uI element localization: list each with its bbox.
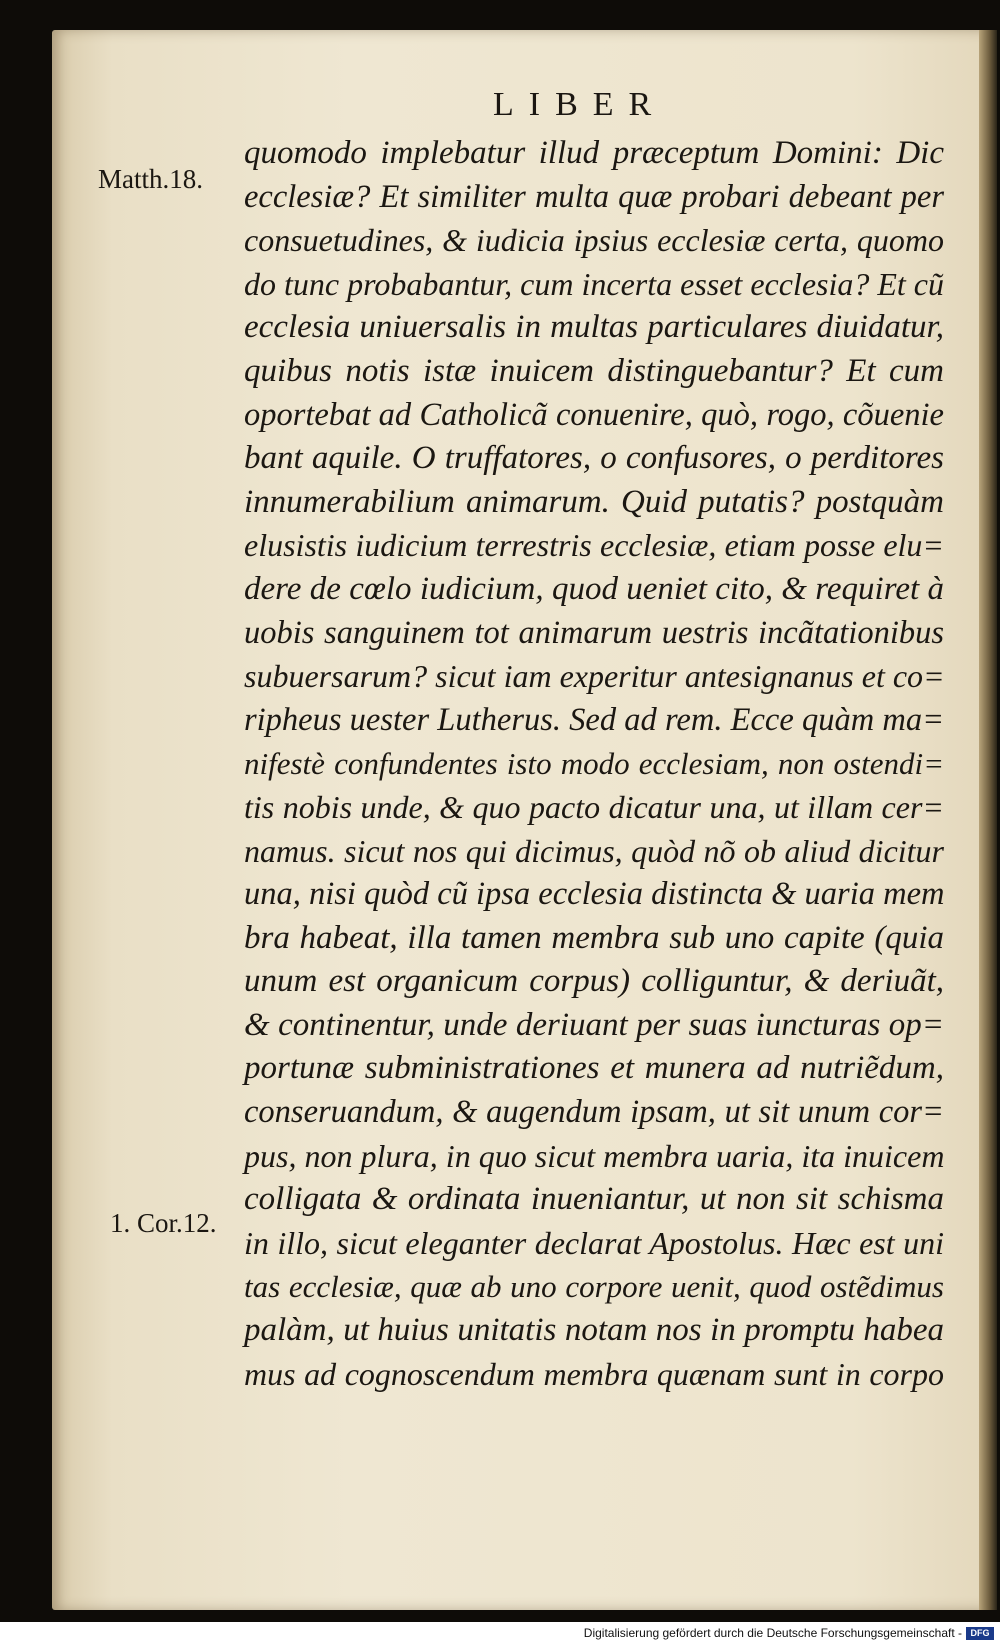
body-text	[244, 132, 944, 1396]
text-line: bant aquile. O truffatores, o confusores, o perditores	[244, 440, 944, 477]
text-line: ecclesia uniuersalis in multas particulares diuidatur,	[244, 309, 944, 346]
text-line: oportebat ad Catholicã conuenire, quò, rogo, cõuenie	[244, 396, 944, 433]
text-line: tis nobis unde, & quo pacto dicatur una, ut illam cer=	[244, 788, 944, 825]
text-line: tas ecclesiæ, quæ ab uno corpore uenit, quod ostẽdimus	[244, 1269, 944, 1305]
text-line: elusistis iudicium terrestris ecclesiæ, etiam posse elu=	[244, 527, 944, 564]
text-line: in illo, sicut eleganter declarat Apostolus. Hæc est uni	[244, 1224, 944, 1261]
text-line: ripheus uester Lutherus. Sed ad rem. Ecce quàm ma=	[244, 701, 944, 738]
text-line: consuetudines, & iudicia ipsius ecclesiæ certa, quomo	[244, 222, 944, 259]
text-line: innumerabilium animarum. Quid putatis? postquàm	[244, 483, 944, 520]
text-line: ecclesiæ? Et similiter multa quæ probari debeant per	[244, 178, 944, 215]
text-line: bra habeat, illa tamen membra sub uno capite (quia	[244, 919, 944, 956]
text-line: palàm, ut huius unitatis notam nos in promptu habea	[244, 1312, 944, 1349]
text-line: & continentur, unde deriuant per suas iuncturas op=	[244, 1006, 944, 1043]
margin-note-matthew: Matth.18.	[98, 164, 203, 194]
text-line: colligata & ordinata inueniantur, ut non sit schisma	[244, 1181, 944, 1218]
margin-note-corinthians: 1. Cor.12.	[110, 1208, 217, 1238]
text-line: mus ad cognoscendum membra quænam sunt in corpo	[244, 1355, 944, 1392]
running-header: LIBER	[493, 86, 667, 123]
dfg-logo: DFG	[966, 1627, 994, 1640]
text-line: quibus notis istæ inuicem distinguebantur? Et cum	[244, 352, 944, 389]
page-edge	[979, 30, 997, 1610]
text-line: namus. sicut nos qui dicimus, quòd nõ ob aliud dicitur	[244, 832, 944, 869]
text-line: una, nisi quòd cũ ipsa ecclesia distincta & uaria mem	[244, 876, 945, 913]
text-line: quomodo implebatur illud præceptum Domini: Dic	[244, 135, 944, 171]
text-line: do tunc probabantur, cum incerta esset ecclesia? Et cũ	[244, 265, 944, 302]
text-line: subuersarum? sicut iam experitur antesignanus et co=	[244, 658, 945, 695]
text-line: pus, non plura, in quo sicut membra uaria, ita inuicem	[244, 1137, 945, 1174]
funding-credit: Digitalisierung gefördert durch die Deutsche Forschungsgemeinschaft -	[583, 1626, 962, 1640]
text-line: unum est organicum corpus) colliguntur, & deriuãt,	[244, 963, 944, 1000]
text-line: nifestè confundentes isto modo ecclesiam, non ostendi=	[244, 746, 944, 782]
text-line: uobis sanguinem tot animarum uestris incãtationibus	[244, 614, 944, 651]
text-line: dere de cœlo iudicium, quod ueniet cito, & requiret à	[244, 570, 944, 607]
text-line: portunæ subministrationes et munera ad nutriẽdum,	[244, 1050, 944, 1087]
text-line: conseruandum, & augendum ipsam, ut sit unum cor=	[244, 1094, 944, 1131]
